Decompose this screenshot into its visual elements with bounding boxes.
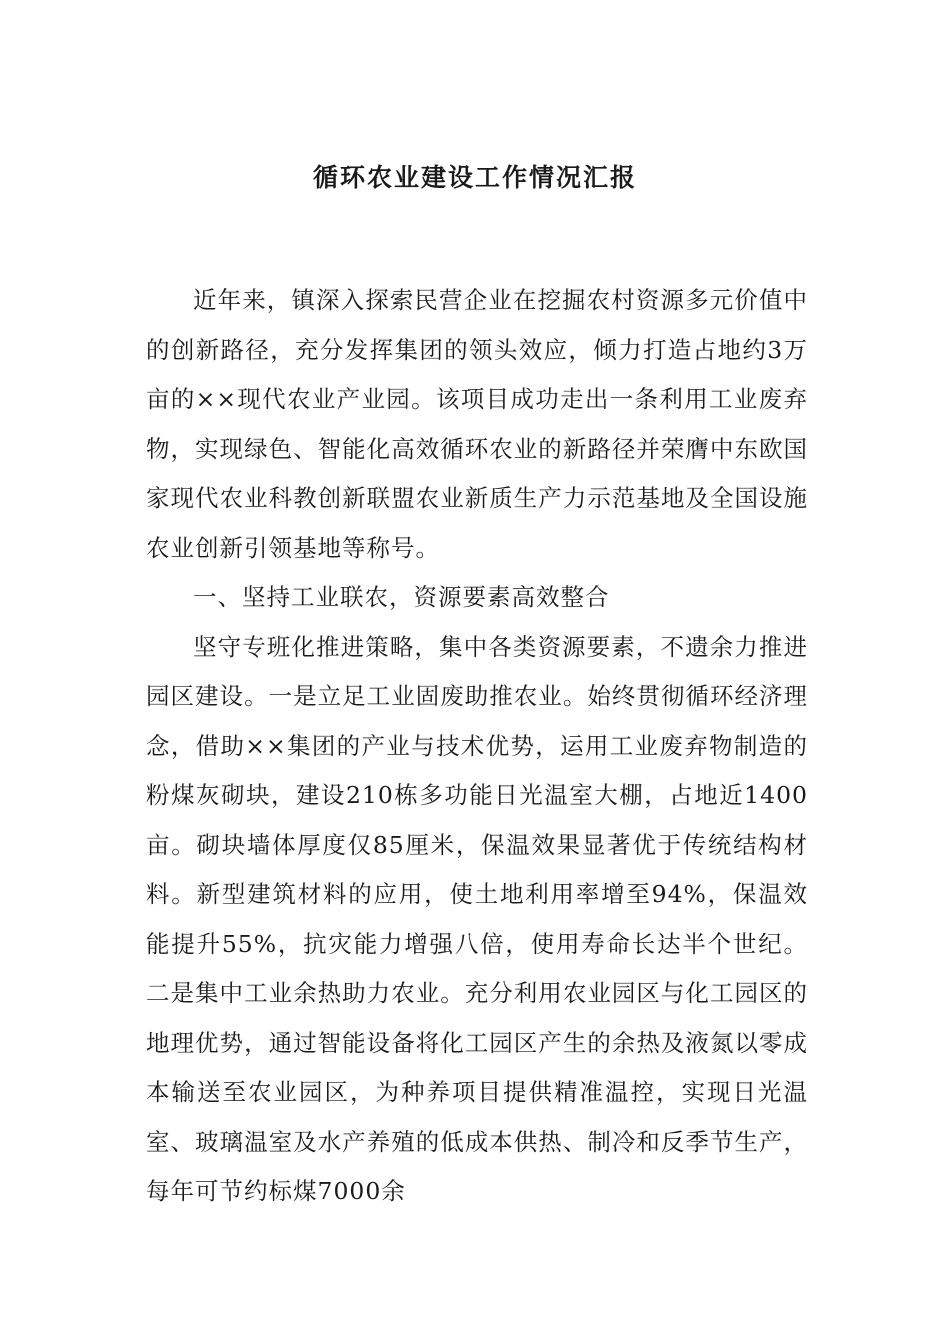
paragraph-section-1: 坚守专班化推进策略，集中各类资源要素，不遗余力推进园区建设。一是立足工业固废助推农业。始终贯彻循环经济理念，借助××集团的产业与技术优势，运用工业废弃物制造的粉煤灰砌块，建设210栋多功能日光温室大棚，占地近1400亩。砌块墙体厚度仅85厘米，保温效果显著优于传统结构材料。新型建筑材料的应用，使土地利用率增至94%，保温效能提升55%，抗灾能力增强八倍，使用寿命长达半个世纪。二是集中工业余热助力农业。充分利用农业园区与化工园区的地理优势，通过智能设备将化工园区产生的余热及液氮以零成本输送至农业园区，为种养项目提供精准温控，实现日光温室、玻璃温室及水产养殖的低成本供热、制冷和反季节生产，每年可节约标煤7000余: [146, 632, 808, 1205]
document-title: 循环农业建设工作情况汇报: [312, 163, 637, 192]
paragraph-intro: 近年来，镇深入探索民营企业在挖掘农村资源多元价值中的创新路径，充分发挥集团的领头效应，倾力打造占地约3万亩的××现代农业产业园。该项目成功走出一条利用工业废弃物，实现绿色、智能化高效循环农业的新路径并荣膺中东欧国家现代农业科教创新联盟农业新质生产力示范基地及全国设施农业创新引领基地等称号。: [146, 286, 808, 562]
section-heading-1: 一、坚持工业联农，资源要素高效整合: [193, 583, 610, 611]
document-body: [146, 276, 808, 1217]
